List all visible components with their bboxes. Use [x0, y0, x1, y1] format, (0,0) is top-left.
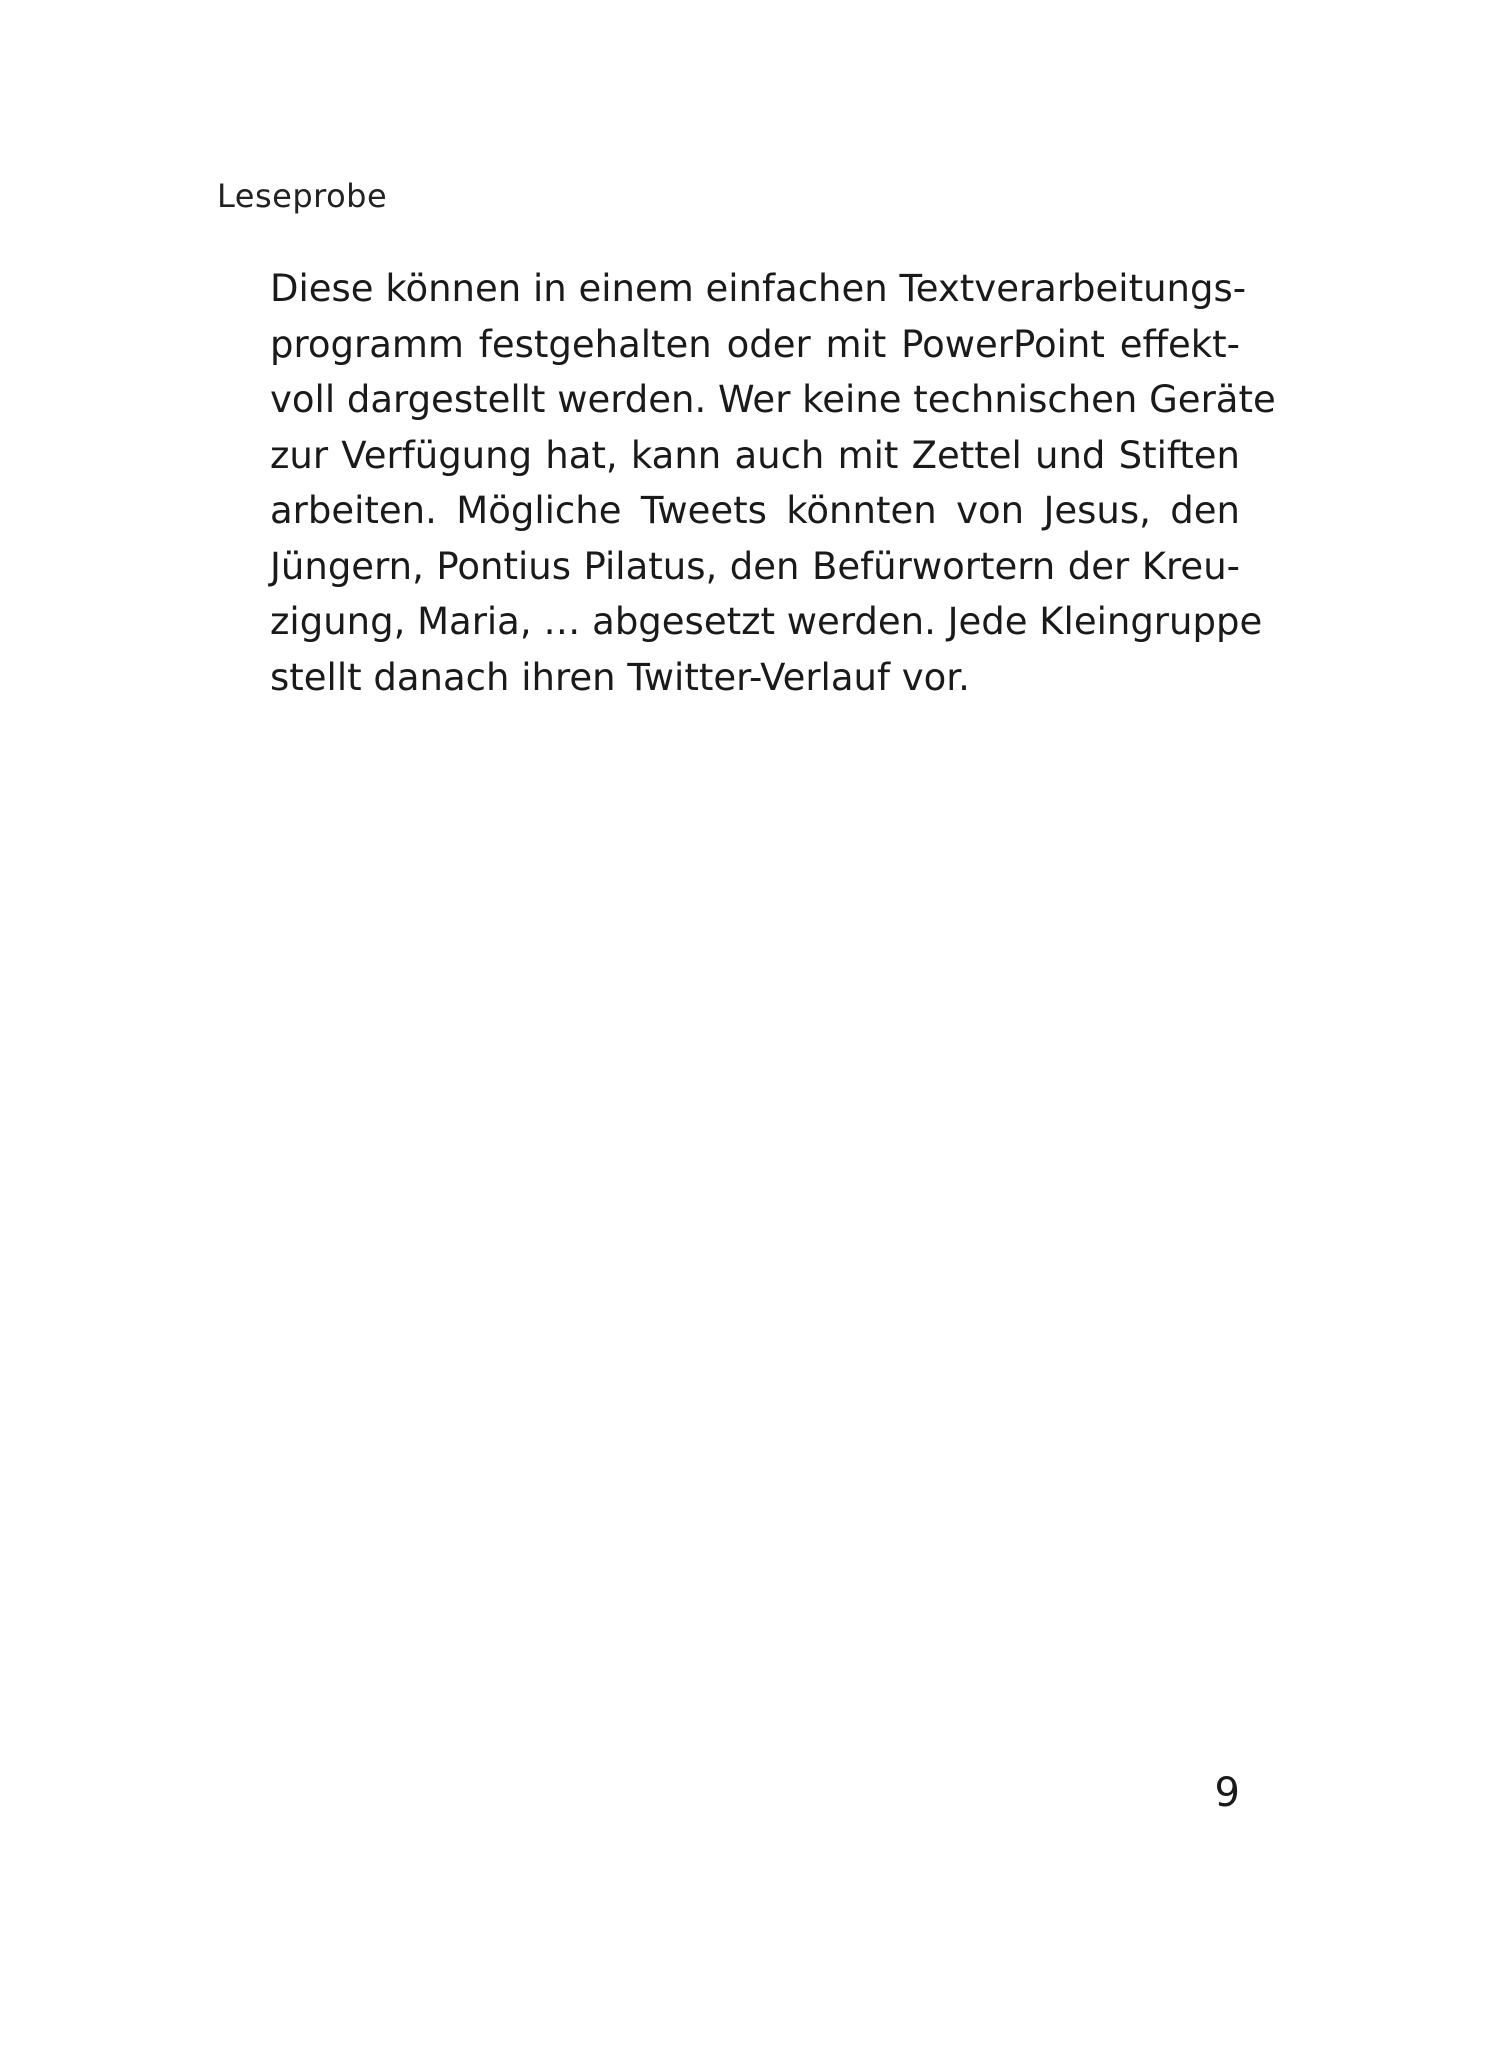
paragraph-line: voll dargestellt werden. Wer keine technischen Geräte: [270, 378, 1276, 421]
paragraph-line: Diese können in einem einfachen Textverarbeitungs-: [270, 267, 1247, 310]
running-header: Leseprobe: [217, 177, 388, 215]
paragraph-line: zur Verfügung hat, kann auch mit Zettel und Stiften: [270, 433, 1240, 477]
page-number: 9: [1214, 1770, 1240, 1816]
paragraph-line: stellt danach ihren Twitter-Verlauf vor.: [270, 655, 970, 699]
paragraph-line: Jüngern, Pontius Pilatus, den Befürwortern der Kreu-: [270, 544, 1240, 588]
paragraph-line: zigung, Maria, … abgesetzt werden. Jede Kleingruppe: [270, 600, 1263, 643]
body-paragraph: [270, 261, 1276, 705]
paragraph-line: arbeiten. Mögliche Tweets könnten von Jesus, den: [270, 489, 1240, 532]
paragraph-line: programm festgehalten oder mit PowerPoint effekt-: [270, 322, 1240, 366]
